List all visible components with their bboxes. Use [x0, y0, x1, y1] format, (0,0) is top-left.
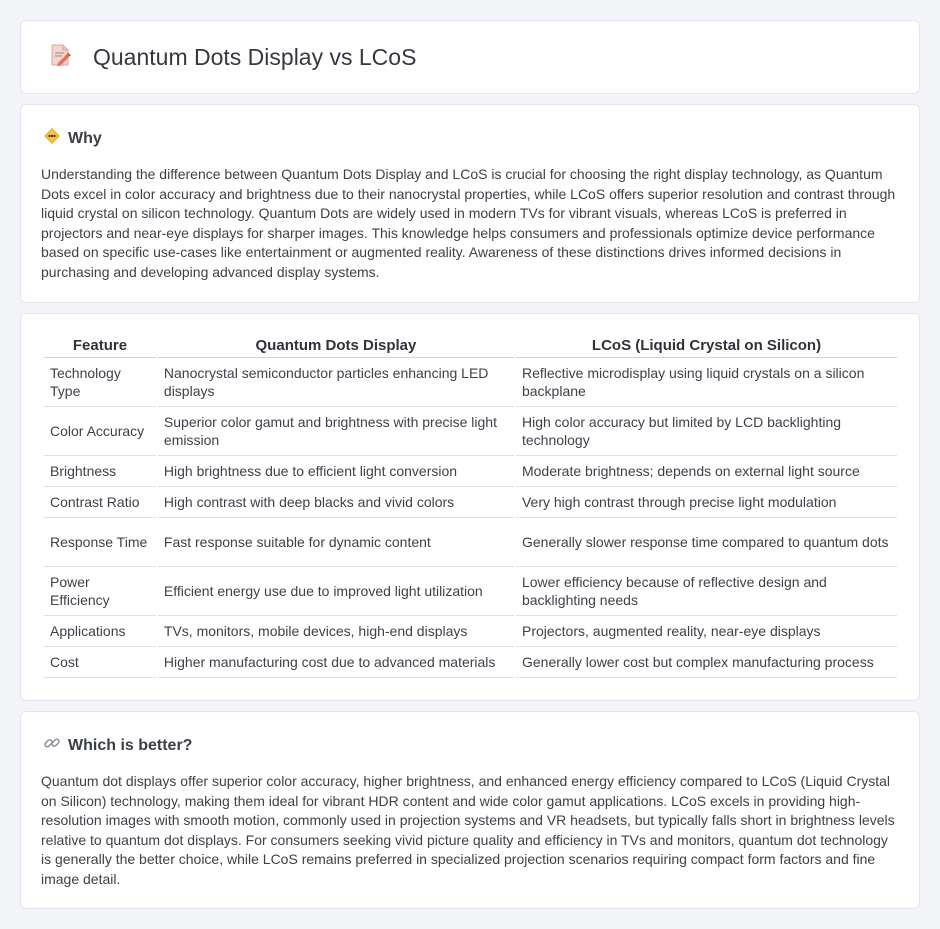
why-heading-label: Why: [68, 129, 102, 147]
why-card: [20, 104, 920, 303]
which-is-better-card: [20, 711, 920, 909]
why-paragraph: Understanding the difference between Quantum Dots Display and LCoS is crucial for choosing the right display technology, as Quantum Dots excel in color accuracy and brightness due to their nanocrystal properties, while LCoS offers superior resolution and contrast through liquid crystal on silicon technology. Quantum Dots are widely used in modern TVs for vibrant visuals, whereas LCoS is preferred in projectors and near-eye displays for sharper images. This knowledge helps consumers and professionals optimize device performance based on specific use-cases like entertainment or augmented reality. Awareness of these distinctions drives informed decisions in purchasing and developing advanced display systems.: [41, 166, 896, 280]
quantum-dots-cell: Nanocrystal semiconductor particles enhancing LED displays: [158, 358, 514, 407]
page-title: Quantum Dots Display vs LCoS: [93, 43, 417, 70]
table-row: [44, 358, 897, 407]
why-heading: [43, 127, 102, 150]
table-row: [44, 567, 897, 616]
lcos-cell: Lower efficiency because of reflective design and backlighting needs: [516, 567, 897, 616]
comparison-card: [20, 313, 920, 701]
table-row: [44, 407, 897, 456]
comparison-table: [42, 334, 899, 678]
column-header-quantum-dots: Quantum Dots Display: [158, 334, 514, 358]
quantum-dots-cell: Efficient energy use due to improved light utilization: [158, 567, 514, 616]
lcos-cell: Projectors, augmented reality, near-eye displays: [516, 616, 897, 647]
table-row: [44, 616, 897, 647]
feature-cell: Brightness: [44, 456, 156, 487]
better-heading: [43, 734, 192, 757]
table-row: [44, 518, 897, 567]
lcos-cell: Generally slower response time compared to quantum dots: [516, 518, 897, 567]
lcos-cell: Generally lower cost but complex manufacturing process: [516, 647, 897, 678]
table-row: [44, 647, 897, 678]
feature-cell: Contrast Ratio: [44, 487, 156, 518]
quantum-dots-cell: High brightness due to efficient light conversion: [158, 456, 514, 487]
diamond-warning-icon: [43, 127, 68, 150]
lcos-cell: High color accuracy but limited by LCD backlighting technology: [516, 407, 897, 456]
quantum-dots-cell: Higher manufacturing cost due to advanced materials: [158, 647, 514, 678]
feature-cell: Cost: [44, 647, 156, 678]
feature-cell: Color Accuracy: [44, 407, 156, 456]
feature-cell: Applications: [44, 616, 156, 647]
column-header-lcos: LCoS (Liquid Crystal on Silicon): [516, 334, 897, 358]
column-header-feature: Feature: [44, 334, 156, 358]
lcos-cell: Moderate brightness; depends on external light source: [516, 456, 897, 487]
link-icon: [43, 734, 68, 757]
better-paragraph: Quantum dot displays offer superior color accuracy, higher brightness, and enhanced energy efficiency compared to LCoS (Liquid Crystal on Silicon) technology, making them ideal for vibrant HDR content and wide color gamut applications. LCoS excels in providing high-resolution images with smooth motion, commonly used in projection systems and VR headsets, but typically falls short in brightness levels relative to quantum dot displays. For consumers seeking vivid picture quality and efficiency in TVs and monitors, quantum dot technology is generally the better choice, while LCoS remains preferred in specialized projection scenarios requiring compact form factors and fine image detail.: [41, 773, 895, 887]
quantum-dots-cell: Fast response suitable for dynamic content: [158, 518, 514, 567]
quantum-dots-cell: High contrast with deep blacks and vivid colors: [158, 487, 514, 518]
quantum-dots-cell: Superior color gamut and brightness with precise light emission: [158, 407, 514, 456]
document-pencil-icon: [47, 42, 93, 73]
table-row: [44, 487, 897, 518]
feature-cell: Technology Type: [44, 358, 156, 407]
table-row: [44, 456, 897, 487]
feature-cell: Power Efficiency: [44, 567, 156, 616]
header-card: [20, 20, 920, 94]
quantum-dots-cell: TVs, monitors, mobile devices, high-end displays: [158, 616, 514, 647]
feature-cell: Response Time: [44, 518, 156, 567]
lcos-cell: Very high contrast through precise light modulation: [516, 487, 897, 518]
table-header-row: [44, 334, 897, 358]
better-heading-label: Which is better?: [68, 736, 193, 754]
lcos-cell: Reflective microdisplay using liquid crystals on a silicon backplane: [516, 358, 897, 407]
